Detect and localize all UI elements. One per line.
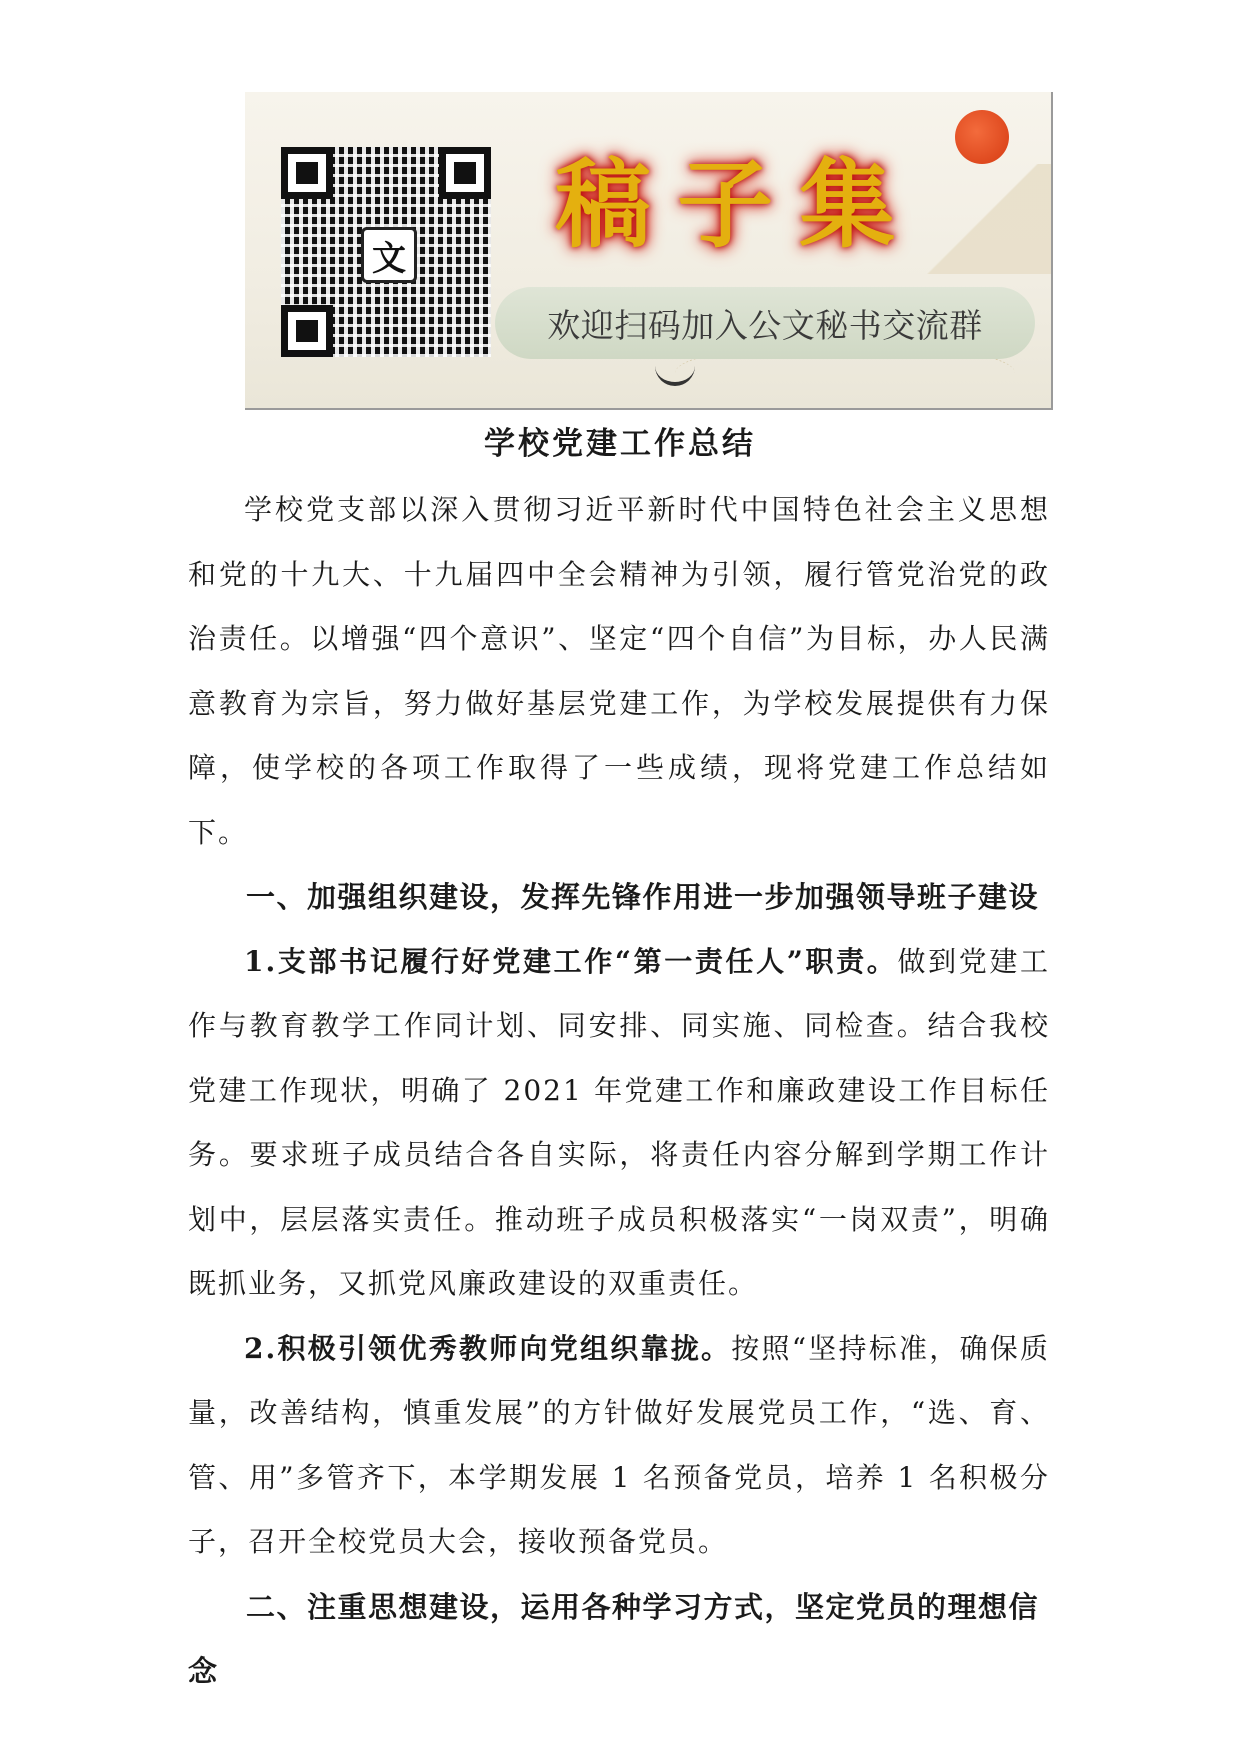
sun-decoration (955, 110, 1009, 164)
brand-logo-char: 子 (677, 147, 773, 261)
document-title: 学校党建工作总结 (484, 426, 756, 462)
item-2-lead: 2.积极引领优秀教师向党组织靠拢。 (244, 1331, 732, 1365)
section-heading-1: 一、加强组织建设，发挥先锋作用进一步加强领导班子建设 (246, 880, 1040, 914)
brand-logo-char: 集 (799, 147, 895, 261)
document-body (188, 478, 1050, 1704)
qr-finder-pattern (281, 305, 333, 357)
slogan-text: 欢迎扫码加入公文秘书交流群 (547, 305, 983, 345)
item-2-paragraph (188, 1317, 1050, 1575)
header-banner (245, 92, 1053, 410)
section-heading-2: 二、注重思想建设，运用各种学习方式，坚定党员的理想信念 (188, 1589, 1040, 1688)
item-1-lead: 1.支部书记履行好党建工作“第一责任人”职责。 (244, 944, 898, 978)
intro-paragraph: 学校党支部以深入贯彻习近平新时代中国特色社会主义思想和党的十九大、十九届四中全会精神为引领，履行管党治党的政治责任。以增强“四个意识”、坚定“四个自信”为目标，办人民满意教育为宗旨，努力做好基层党建工作，为学校发展提供有力保障，使学校的各项工作取得了一些成绩，现将党建工作总结如下。 (188, 493, 1050, 849)
slogan-ribbon (495, 287, 1035, 359)
item-2-text: 按照“坚持标准，确保质量，改善结构，慎重发展”的方针做好发展党员工作，“选、育、管、用”多管齐下，本学期发展 1 名预备党员，培养 1 名积极分子，召开全校党员大会，接收预备党员。 (188, 1331, 1050, 1558)
qr-finder-pattern (281, 147, 333, 199)
item-1-text: 做到党建工作与教育教学工作同计划、同安排、同实施、同检查。结合我校党建工作现状，明确了 2021 年党建工作和廉政建设工作目标任务。要求班子成员结合各自实际，将责任内容分解到学期工作计划中，层层落实责任。推动班子成员积极落实“一岗双责”，明确既抓业务，又抓党风廉政建设的双重责任。 (188, 944, 1050, 1300)
qr-code[interactable] (281, 147, 491, 357)
brand-logo-char: 稿 (555, 147, 651, 261)
brand-logo (555, 132, 895, 262)
mountain-decoration (921, 164, 1051, 274)
qr-center-logo: 文 (361, 227, 417, 283)
item-1-paragraph (188, 930, 1050, 1317)
qr-finder-pattern (439, 147, 491, 199)
